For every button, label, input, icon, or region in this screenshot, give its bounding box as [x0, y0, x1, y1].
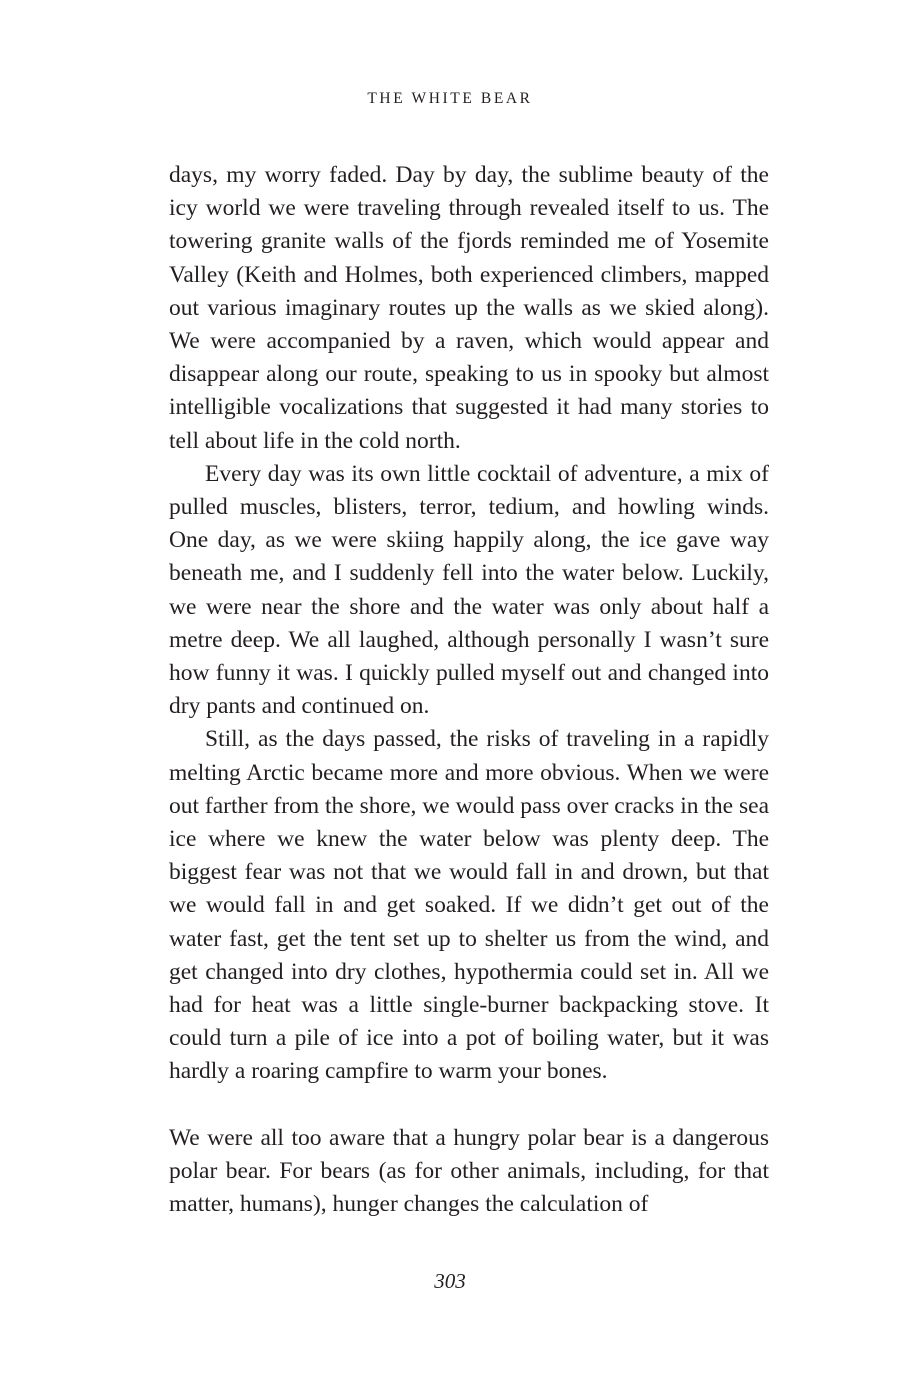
paragraph: Still, as the days passed, the risks of traveling in a rapidly melting Arctic became more and more obvious. When we were out farther from the shore, we would pass over cracks in the sea ice where we knew the water below was plenty deep. The biggest fear was not that we would fall in and drown, but that we would fall in and get soaked. If we didn’t get out of the water fast, get the tent set up to shelter us from the wind, and get changed into dry clothes, hypothermia could set in. All we had for heat was a little single-burner backpacking stove. It could turn a pile of ice into a pot of boiling water, but it was hardly a roaring campfire to warm your bones. [169, 726, 769, 1085]
paragraph: Every day was its own little cocktail of adventure, a mix of pulled muscles, blisters, terror, tedium, and howling winds. One day, as we were skiing happily along, the ice gave way beneath me, and I suddenly fell into the water below. Luckily, we were near the shore and the water was only about half a metre deep. We all laughed, although personally I wasn’t sure how funny it was. I quickly pulled myself out and changed into dry pants and continued on. [169, 460, 769, 720]
running-head: THE WHITE BEAR [367, 90, 533, 107]
paragraph-new-section: We were all too aware that a hungry polar bear is a dangerous polar bear. For bears (as for other animals, including, for that matter, humans), hunger changes the calculation of [169, 1124, 769, 1218]
page-number: 303 [434, 1269, 466, 1293]
body-text [169, 159, 769, 1221]
paragraph-continued: days, my worry faded. Day by day, the sublime beauty of the icy world we were traveling through revealed itself to us. The towering granite walls of the fjords reminded me of Yosemite Valley (Keith and Holmes, both experienced climbers, mapped out various imaginary routes up the walls as we skied along). We were accompanied by a raven, which would appear and disappear along our route, speaking to us in spooky but almost intelligible vocalizations that suggested it had many stories to tell about life in the cold north. [169, 162, 769, 454]
